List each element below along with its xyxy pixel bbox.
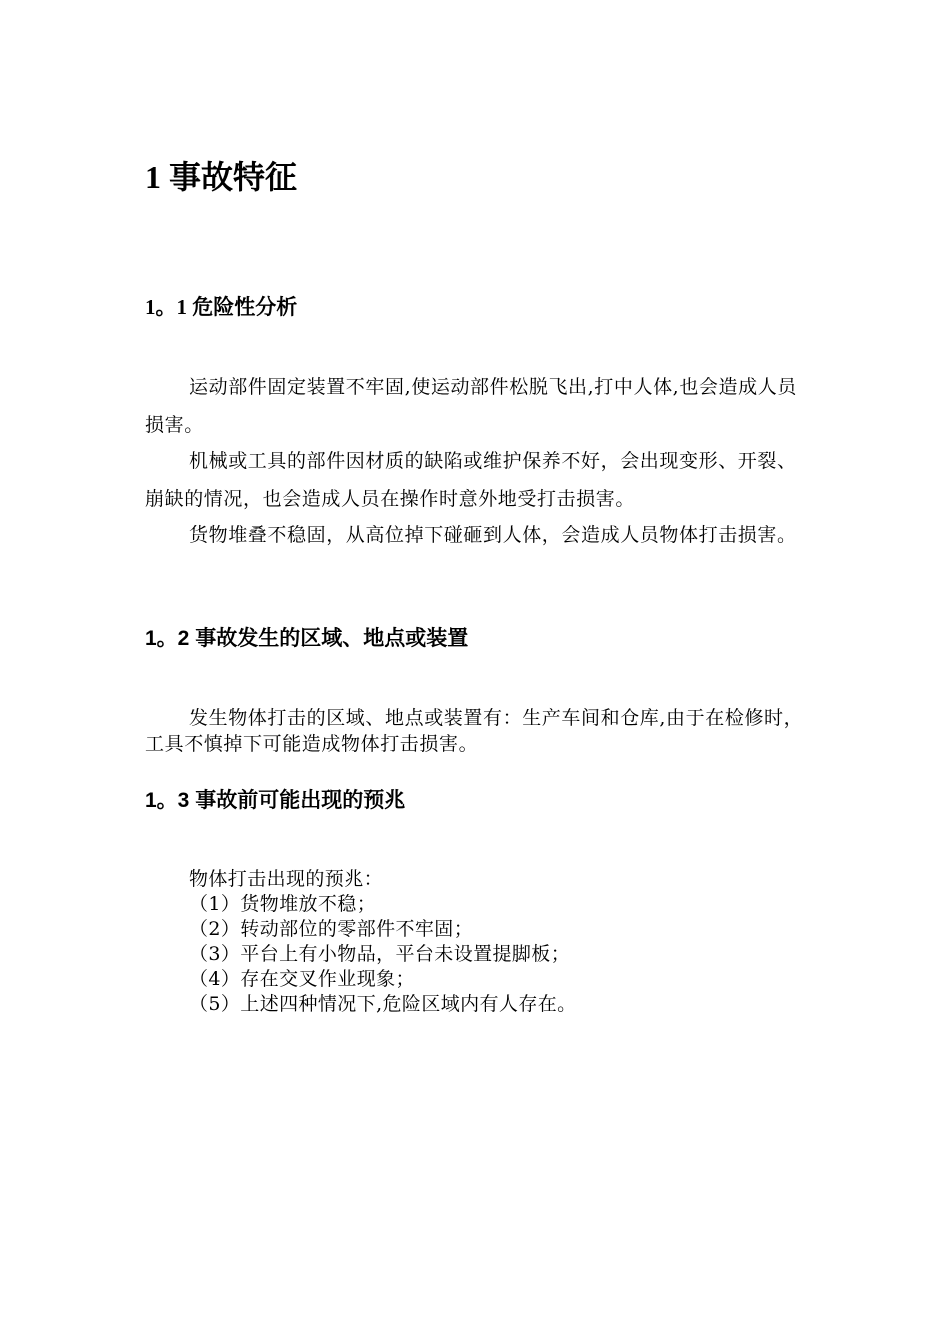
paragraph-risk-1: 运动部件固定装置不牢固,使运动部件松脱飞出,打中人体,也会造成人员损害。 — [145, 376, 797, 436]
warning-signs-intro: 物体打击出现的预兆： — [189, 868, 384, 890]
list-item: （2）转动部位的零部件不牢固； — [189, 918, 474, 940]
list-item: （4）存在交叉作业现象； — [189, 968, 415, 990]
section-heading-risk-analysis: 1。1 危险性分析 — [145, 295, 298, 319]
list-item: （1）货物堆放不稳； — [189, 893, 377, 915]
paragraph-accident-area: 发生物体打击的区域、地点或装置有：生产车间和仓库,由于在检修时，工具不慎掉下可能造成物体打击损害。 — [145, 707, 804, 755]
warning-signs-list — [189, 892, 809, 1017]
paragraph-risk-2: 机械或工具的部件因材质的缺陷或维护保养不好，会出现变形、开裂、崩缺的情况，也会造成人员在操作时意外地受打击损害。 — [145, 450, 797, 510]
paragraph-risk-3: 货物堆叠不稳固，从高位掉下碰砸到人体，会造成人员物体打击损害。 — [189, 524, 797, 546]
section-heading-accident-area: 1。2 事故发生的区域、地点或装置 — [145, 627, 469, 650]
list-item: （5）上述四种情况下,危险区域内有人存在。 — [189, 993, 577, 1015]
list-item: （3）平台上有小物品，平台未设置提脚板； — [189, 943, 571, 965]
section-heading-warning-signs: 1。3 事故前可能出现的预兆 — [145, 789, 406, 812]
page-title: 1 事故特征 — [145, 159, 298, 195]
